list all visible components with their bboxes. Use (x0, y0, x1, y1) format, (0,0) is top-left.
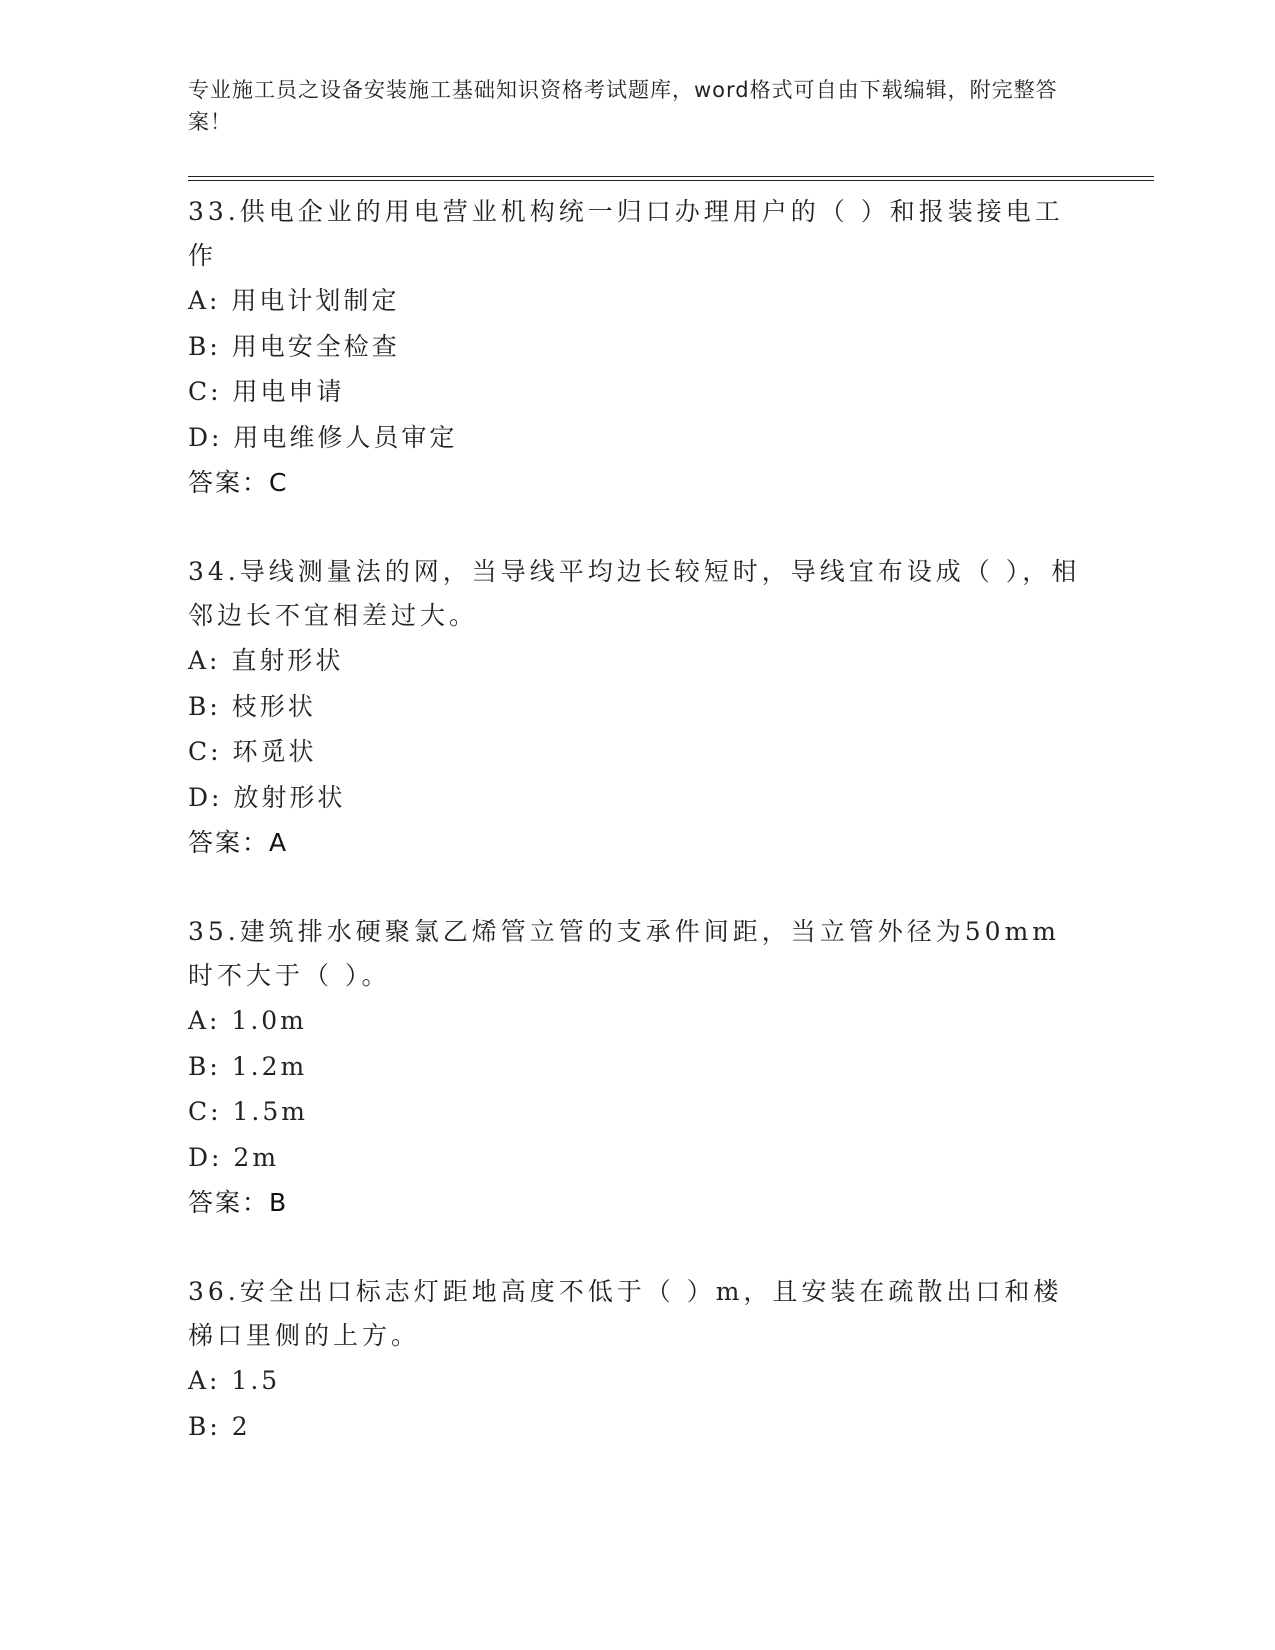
question-stem: 35.建筑排水硬聚氯乙烯管立管的支承件间距，当立管外径为50mm时不大于（ ）。 (188, 917, 1060, 990)
question-answer: 答案：A (188, 828, 289, 857)
option-d: D: 放射形状 (188, 782, 346, 812)
question-35 (188, 910, 1088, 1225)
question-list (188, 190, 1088, 1449)
header-divider (188, 176, 1154, 181)
option-b: B: 用电安全检查 (188, 331, 400, 361)
option-d: D: 2m (188, 1142, 280, 1172)
document-header: 专业施工员之设备安装施工基础知识资格考试题库，word格式可自由下载编辑，附完整答案！ (188, 78, 1058, 134)
question-34 (188, 550, 1088, 865)
question-stem: 33.供电企业的用电营业机构统一归口办理用户的（ ）和报装接电工作 (188, 197, 1064, 270)
question-answer: 答案：B (188, 1188, 289, 1217)
option-b: B: 2 (188, 1411, 251, 1441)
question-answer: 答案：C (188, 468, 289, 497)
option-b: B: 枝形状 (188, 691, 316, 721)
question-36 (188, 1270, 1088, 1449)
option-a: A: 1.0m (188, 1006, 307, 1035)
option-c: C: 1.5m (188, 1097, 308, 1126)
question-33 (188, 190, 1088, 505)
question-stem: 36.安全出口标志灯距地高度不低于（ ）m，且安装在疏散出口和楼梯口里侧的上方。 (188, 1277, 1063, 1350)
option-a: A: 直射形状 (188, 646, 344, 675)
option-a: A: 1.5 (188, 1366, 281, 1395)
option-b: B: 1.2m (188, 1051, 308, 1081)
option-a: A: 用电计划制定 (188, 286, 400, 315)
option-c: C: 用电申请 (188, 377, 345, 406)
option-c: C: 环觅状 (188, 737, 317, 766)
option-d: D: 用电维修人员审定 (188, 422, 458, 452)
question-stem: 34.导线测量法的网，当导线平均边长较短时，导线宜布设成（ ），相邻边长不宜相差过大。 (188, 557, 1081, 630)
